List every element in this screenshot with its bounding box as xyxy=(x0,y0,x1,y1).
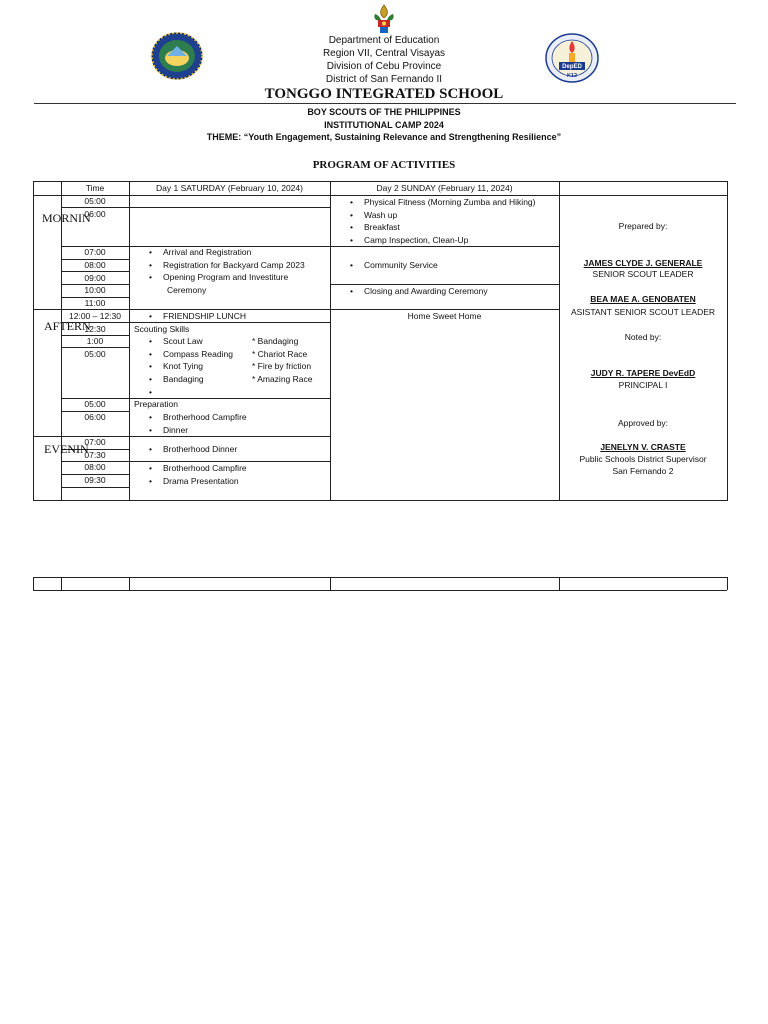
list-item: • Registration for Backyard Camp 2023 xyxy=(129,259,305,272)
skills-right-item: * Bandaging xyxy=(252,336,299,346)
list-item: • Bandaging xyxy=(129,373,233,386)
school-name: TONGGO INTEGRATED SCHOOL xyxy=(264,86,504,102)
time-cell: 09:30 xyxy=(84,475,106,485)
header-line-4: District of San Fernando II xyxy=(325,74,443,85)
header-line-1: Department of Education xyxy=(328,35,440,46)
approved-by-label: Approved by: xyxy=(617,418,669,428)
header-divider xyxy=(34,103,736,104)
header-day2: Day 2 SUNDAY (February 11, 2024) xyxy=(376,183,513,193)
list-item: • Arrival and Registration xyxy=(129,246,305,259)
prepared-by-label: Prepared by: xyxy=(618,221,668,231)
time-cell: 08:00 xyxy=(84,462,106,472)
skills-right-item: * Chariot Race xyxy=(252,349,308,359)
time-cell: 07:30 xyxy=(84,450,106,460)
skills-title: Scouting Skills xyxy=(134,324,190,334)
list-item: • Scout Law xyxy=(129,335,233,348)
evening-dinner xyxy=(129,443,237,456)
section-morning: MORNIN xyxy=(42,211,91,225)
bsp-emblem-icon xyxy=(371,4,397,36)
noter-title: PRINCIPAL I xyxy=(618,380,668,390)
org-name: BOY SCOUTS OF THE PHILIPPINES xyxy=(307,107,461,117)
time-cell: 05:00 xyxy=(84,349,106,359)
list-item: • Opening Program and Investiture xyxy=(129,271,305,284)
time-cell: 07:00 xyxy=(84,247,106,257)
list-item: • Breakfast xyxy=(330,221,535,234)
camp-name: INSTITUTIONAL CAMP 2024 xyxy=(324,120,444,130)
svg-text:K12: K12 xyxy=(566,73,578,79)
list-item: • Brotherhood Campfire xyxy=(129,462,247,475)
list-item: • Wash up xyxy=(330,209,535,222)
preparer1-name: JAMES CLYDE J. GENERALE xyxy=(583,258,703,268)
skills-right-item: * Amazing Race xyxy=(252,374,313,384)
day2-home: Home Sweet Home xyxy=(407,311,482,321)
list-item: • Brotherhood Campfire xyxy=(129,411,247,424)
section-afternoon: AFTERN xyxy=(44,319,91,333)
list-item: • Community Service xyxy=(330,259,438,272)
list-item-continuation: Ceremony xyxy=(167,285,207,295)
approver-title: Public Schools District Supervisor xyxy=(579,454,707,464)
noter-name: JUDY R. TAPERE DevEdD xyxy=(590,368,696,378)
evening-list xyxy=(129,462,247,487)
list-item: • Compass Reading xyxy=(129,348,233,361)
time-cell: 10:00 xyxy=(84,285,106,295)
time-cell: 05:00 xyxy=(84,399,106,409)
theme: THEME: “Youth Engagement, Sustaining Relevance and Strengthening Resilience” xyxy=(206,132,562,142)
prep-list xyxy=(129,411,247,436)
skills-right-item: * Fire by friction xyxy=(252,361,312,371)
list-item: • Camp Inspection, Clean-Up xyxy=(330,234,535,247)
time-cell: 06:00 xyxy=(84,209,106,219)
preparer2-name: BEA MAE A. GENOBATEN xyxy=(590,294,696,304)
time-cell: 1:00 xyxy=(86,336,104,346)
time-cell: 12:30 xyxy=(84,324,106,334)
day1-lunch xyxy=(129,310,246,323)
list-item: • Dinner xyxy=(129,424,247,437)
approver-location: San Fernando 2 xyxy=(612,466,674,476)
skills-list-left xyxy=(129,335,233,386)
noted-by-label: Noted by: xyxy=(624,332,662,342)
list-item: • Drama Presentation xyxy=(129,475,247,488)
preparer2-title: ASISTANT SENIOR SCOUT LEADER xyxy=(570,307,716,317)
approver-name: JENELYN V. CRASTE xyxy=(600,442,686,452)
time-cell: 12:00 – 12:30 xyxy=(69,311,121,321)
list-item: • Closing and Awarding Ceremony xyxy=(330,285,488,298)
time-cell: 06:00 xyxy=(84,412,106,422)
header-day1: Day 1 SATURDAY (February 10, 2024) xyxy=(156,183,303,193)
program-title: PROGRAM OF ACTIVITIES xyxy=(312,159,456,171)
time-cell: 11:00 xyxy=(84,298,106,308)
day1-morning-list xyxy=(129,246,305,284)
header-line-2: Region VII, Central Visayas xyxy=(322,48,446,59)
time-cell: 09:00 xyxy=(84,273,106,283)
list-item: • Brotherhood Dinner xyxy=(129,443,237,456)
svg-text:DepED: DepED xyxy=(562,64,582,70)
header-line-3: Division of Cebu Province xyxy=(326,61,442,72)
time-cell: 08:00 xyxy=(84,260,106,270)
preparer1-title: SENIOR SCOUT LEADER xyxy=(592,269,694,279)
day2-morning-list xyxy=(330,196,535,247)
prep-title: Preparation xyxy=(134,399,178,409)
list-item: • FRIENDSHIP LUNCH xyxy=(129,310,246,323)
day2-closing xyxy=(330,285,488,298)
list-item: • Physical Fitness (Morning Zumba and Hiking) xyxy=(330,196,535,209)
header-time: Time xyxy=(85,183,105,193)
time-cell: 05:00 xyxy=(84,196,106,206)
list-item: • Knot Tying xyxy=(129,360,233,373)
section-evening: EVENIN xyxy=(44,442,89,456)
time-cell: 07:00 xyxy=(84,437,106,447)
day2-community xyxy=(330,259,438,272)
